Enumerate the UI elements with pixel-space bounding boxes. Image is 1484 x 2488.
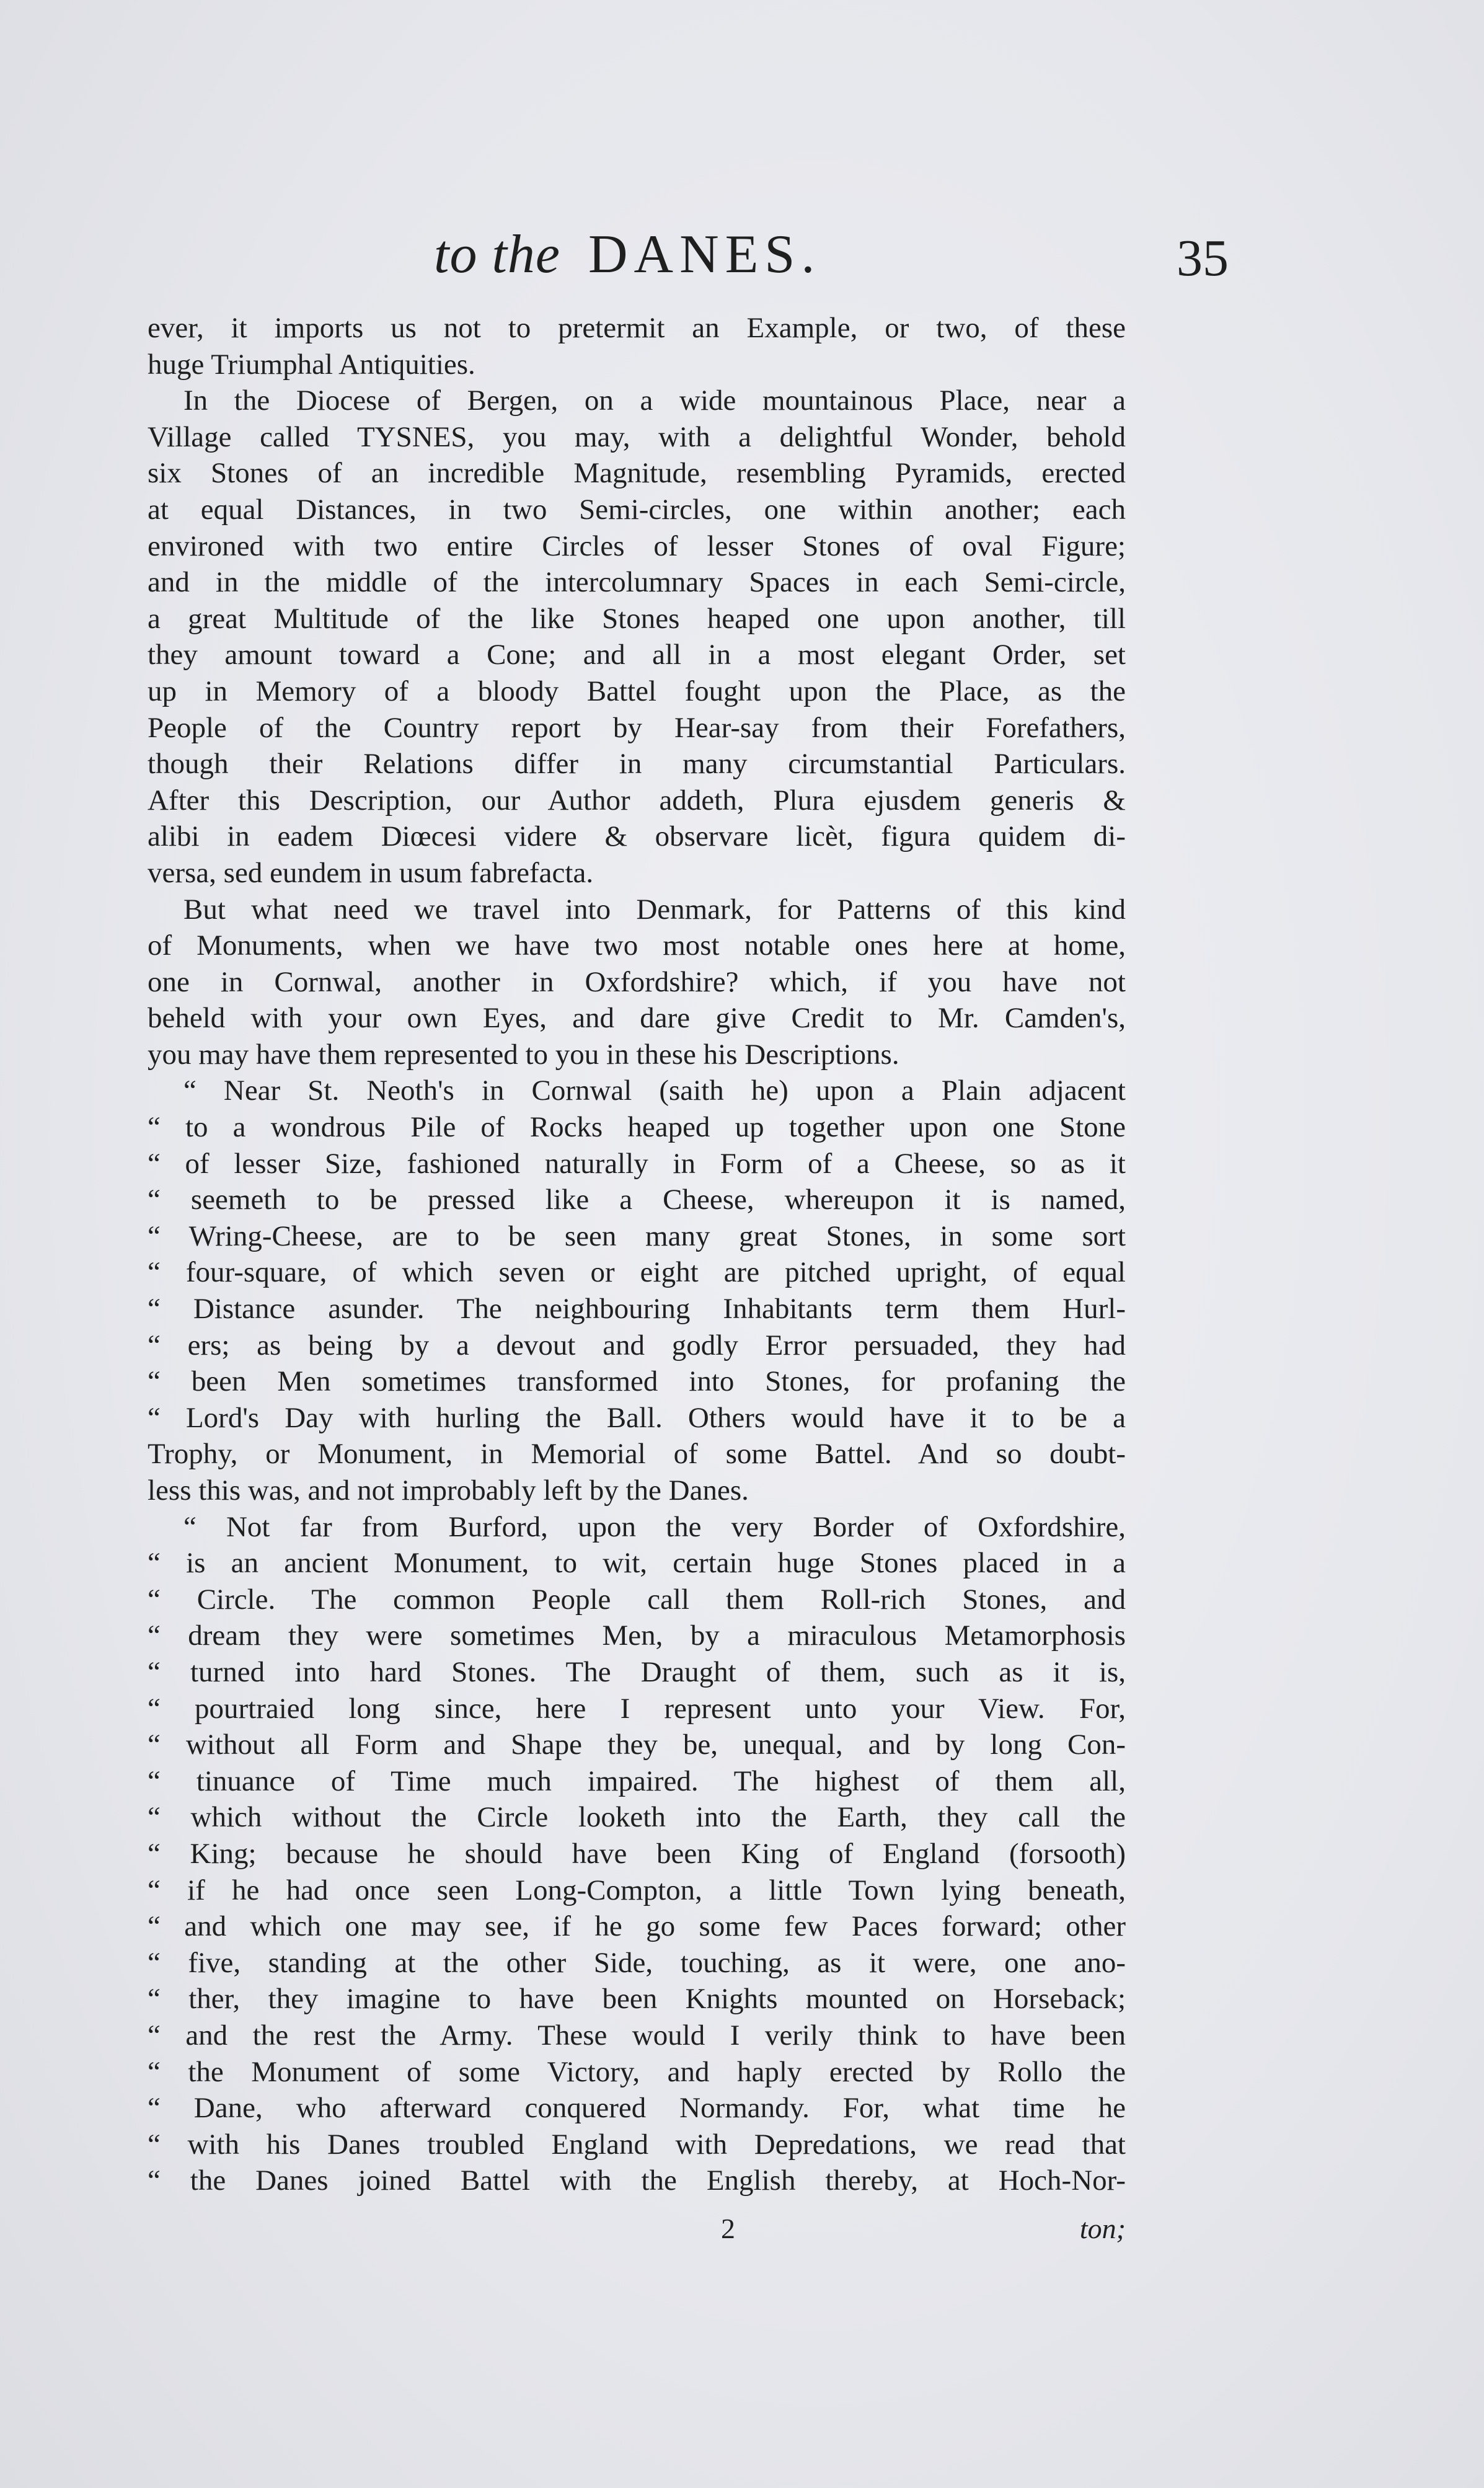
text-line: ever, it imports us not to pretermit an Example, or two, of these bbox=[148, 312, 1126, 344]
text-line: “ tinuance of Time much impaired. The highest of them all, bbox=[148, 1764, 1126, 1797]
text-line: “ without all Form and Shape they be, unequal, and by long Con- bbox=[148, 1729, 1126, 1761]
text-line: “ if he had once seen Long-Compton, a little Town lying beneath, bbox=[148, 1874, 1126, 1906]
text-line: “ Near St. Neoth's in Cornwal (saith he) upon a Plain adjacent bbox=[183, 1074, 1126, 1107]
text-line: though their Relations differ in many circumstantial Particulars. bbox=[148, 748, 1126, 781]
text-line: People of the Country report by Hear-say from their Forefathers, bbox=[148, 711, 1126, 744]
running-head bbox=[434, 223, 1178, 286]
text-line: you may have them represented to you in these his Descriptions. bbox=[148, 1038, 899, 1071]
page-footer bbox=[148, 2212, 1126, 2249]
text-line: Trophy, or Monument, in Memorial of some Battel. And so doubt- bbox=[148, 1438, 1126, 1471]
text-line: “ ers; as being by a devout and godly Error persuaded, they had bbox=[148, 1329, 1126, 1361]
text-line: a great Multitude of the like Stones heaped one upon another, till bbox=[148, 602, 1126, 635]
text-line: at equal Distances, in two Semi-circles, one within another; each bbox=[148, 493, 1126, 526]
text-line: “ Lord's Day with hurling the Ball. Others would have it to be a bbox=[148, 1401, 1126, 1434]
text-line: In the Diocese of Bergen, on a wide mountainous Place, near a bbox=[183, 384, 1126, 417]
text-line: “ Distance asunder. The neighbouring Inhabitants term them Hurl- bbox=[148, 1293, 1126, 1326]
text-line: alibi in eadem Diœcesi videre & observare licèt, figura quidem di- bbox=[148, 820, 1126, 853]
text-line: After this Description, our Author addeth, Plura ejusdem generis & bbox=[148, 784, 1126, 817]
text-line: “ pourtraied long since, here I represent unto your View. For, bbox=[148, 1692, 1126, 1725]
running-head-prefix: to the bbox=[434, 224, 560, 285]
text-line: “ the Monument of some Victory, and haply erected by Rollo the bbox=[148, 2055, 1126, 2088]
running-head-title: DANES. bbox=[588, 224, 821, 285]
text-line: “ five, standing at the other Side, touching, as it were, one ano- bbox=[148, 1946, 1126, 1979]
text-line: “ which without the Circle looketh into the Earth, they call the bbox=[148, 1801, 1126, 1834]
text-line: “ dream they were sometimes Men, by a miraculous Metamorphosis bbox=[148, 1619, 1126, 1652]
text-line: and in the middle of the intercolumnary Spaces in each Semi-circle, bbox=[148, 566, 1126, 599]
text-line: huge Triumphal Antiquities. bbox=[148, 348, 475, 381]
body-text bbox=[148, 310, 1126, 2199]
text-line: “ Dane, who afterward conquered Normandy. For, what time he bbox=[148, 2092, 1126, 2125]
text-line: environed with two entire Circles of lesser Stones of oval Figure; bbox=[148, 529, 1126, 562]
text-line: “ the Danes joined Battel with the English thereby, at Hoch-Nor- bbox=[148, 2164, 1126, 2197]
signature-mark: 2 bbox=[721, 2213, 735, 2244]
text-line: beheld with your own Eyes, and dare give Credit to Mr. Camden's, bbox=[148, 1002, 1126, 1035]
text-line: “ to a wondrous Pile of Rocks heaped up together upon one Stone bbox=[148, 1111, 1126, 1144]
text-line: “ ther, they imagine to have been Knights mounted on Horseback; bbox=[148, 1983, 1126, 2016]
text-line: “ Not far from Burford, upon the very Border of Oxfordshire, bbox=[183, 1510, 1126, 1543]
text-line: “ and the rest the Army. These would I verily think to have been bbox=[148, 2019, 1126, 2052]
text-line: Village called TYSNES, you may, with a delightful Wonder, behold bbox=[148, 420, 1126, 453]
text-line: “ with his Danes troubled England with Depredations, we read that bbox=[148, 2128, 1126, 2161]
catchword: ton; bbox=[1079, 2213, 1126, 2244]
text-line: “ seemeth to be pressed like a Cheese, whereupon it is named, bbox=[148, 1184, 1126, 1216]
text-line: “ King; because he should have been King of England (forsooth) bbox=[148, 1837, 1126, 1870]
text-line: less this was, and not improbably left by the Danes. bbox=[148, 1474, 749, 1507]
text-line: versa, sed eundem in usum fabrefacta. bbox=[148, 856, 594, 889]
text-line: “ is an ancient Monument, to wit, certain huge Stones placed in a bbox=[148, 1547, 1126, 1580]
text-line: “ Wring-Cheese, are to be seen many great Stones, in some sort bbox=[148, 1220, 1126, 1252]
text-line: “ turned into hard Stones. The Draught of them, such as it is, bbox=[148, 1655, 1126, 1688]
text-line: of Monuments, when we have two most notable ones here at home, bbox=[148, 929, 1126, 962]
text-line: one in Cornwal, another in Oxfordshire? which, if you have not bbox=[148, 965, 1126, 998]
text-line: up in Memory of a bloody Battel fought upon the Place, as the bbox=[148, 675, 1126, 707]
text-line: six Stones of an incredible Magnitude, resembling Pyramids, erected bbox=[148, 457, 1126, 490]
text-line: “ Circle. The common People call them Roll-rich Stones, and bbox=[148, 1583, 1126, 1616]
text-line: “ of lesser Size, fashioned naturally in Form of a Cheese, so as it bbox=[148, 1147, 1126, 1180]
text-line: “ four-square, of which seven or eight are pitched upright, of equal bbox=[148, 1256, 1126, 1289]
text-line: “ been Men sometimes transformed into Stones, for profaning the bbox=[148, 1365, 1126, 1398]
text-line: “ and which one may see, if he go some few Paces forward; other bbox=[148, 1910, 1126, 1943]
page-number: 35 bbox=[1177, 229, 1229, 287]
text-line: they amount toward a Cone; and all in a most elegant Order, set bbox=[148, 639, 1126, 671]
text-line: But what need we travel into Denmark, for Patterns of this kind bbox=[183, 893, 1126, 926]
